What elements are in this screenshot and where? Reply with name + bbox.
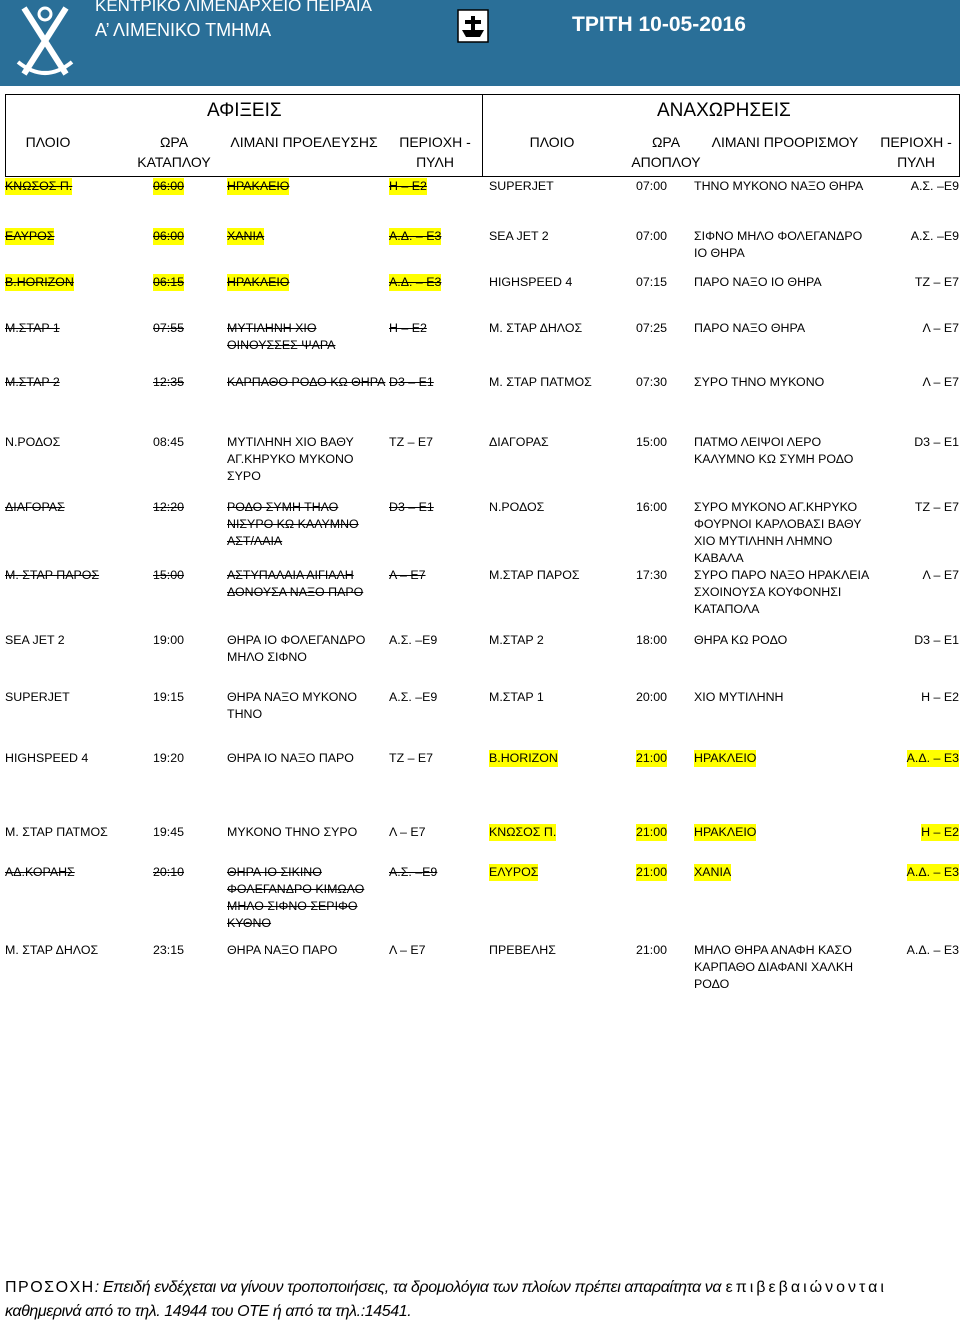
- arr-ship-cell: SEA JET 2: [5, 633, 65, 647]
- arr-port-cell: ΘΗΡΑ ΝΑΞΟ ΠΑΡΟ: [227, 943, 338, 957]
- arr-ship-cell: SUPERJET: [5, 690, 70, 704]
- dep-time-cell: 21:00: [636, 825, 668, 839]
- arr-ship-cell: Μ. ΣΤΑΡ ΔΗΛΟΣ: [5, 943, 99, 957]
- dep-port-cell: ΧΑΝΙΑ: [694, 865, 732, 879]
- arr-port-cell: ΡΟΔΟ ΣΥΜΗ ΤΗΛΟ ΝΙΣΥΡΟ ΚΩ ΚΑΛΥΜΝΟ ΑΣΤ/ΛΑΙΑ: [227, 500, 359, 548]
- arr-gate-cell: Α.Σ. –Ε9: [389, 865, 438, 879]
- ship-emblem-icon: [452, 4, 494, 48]
- footer-notice: [5, 1276, 955, 1324]
- dep-port-cell: ΠΑΡΟ ΝΑΞΟ ΘΗΡΑ: [694, 321, 806, 335]
- dep-gate-cell: Λ – Ε7: [922, 321, 959, 335]
- arr-ship-cell: Ν.ΡΟΔΟΣ: [5, 435, 61, 449]
- arr-port-cell: ΜΥΤΙΛΗΝΗ ΧΙΟ ΒΑΘΥ ΑΓ.ΚΗΡΥΚΟ ΜΥΚΟΝΟ ΣΥΡΟ: [227, 435, 354, 483]
- dep-gate-cell: Α.Δ. – Ε3: [906, 751, 959, 765]
- dep-time-cell: 15:00: [636, 435, 668, 449]
- dep-ship-cell: HIGHSPEED 4: [489, 275, 573, 289]
- arr-port-cell: ΘΗΡΑ ΙΟ ΝΑΞΟ ΠΑΡΟ: [227, 751, 354, 765]
- arr-ship-cell: Μ.ΣΤΑΡ 2: [5, 375, 60, 389]
- dep-ship-cell: Μ. ΣΤΑΡ ΔΗΛΟΣ: [489, 321, 583, 335]
- arr-gate-cell: Α.Δ. – Ε3: [389, 229, 442, 243]
- arr-ship-cell: B.HORIZON: [5, 275, 74, 289]
- dep-ship-cell: SEA JET 2: [489, 229, 549, 243]
- arr-time-cell: 19:00: [153, 633, 185, 647]
- arr-time-cell: 19:20: [153, 751, 185, 765]
- arr-port-cell: ΗΡΑΚΛΕΙΟ: [227, 179, 290, 193]
- dep-gate-cell: Α.Δ. – Ε3: [906, 943, 959, 957]
- dep-ship-cell: ΚΝΩΣΟΣ Π.: [489, 825, 557, 839]
- dep-gate-cell: D3 – Ε1: [914, 435, 959, 449]
- dep-port-cell: ΧΙΟ ΜΥΤΙΛΗΝΗ: [694, 690, 784, 704]
- dep-col-port: ΛΙΜΑΝΙ ΠΡΟΟΡΙΣΜΟΥ: [711, 134, 859, 150]
- arr-time-cell: 08:45: [153, 435, 185, 449]
- arr-port-cell: ΘΗΡΑ ΙΟ ΦΟΛΕΓΑΝΔΡΟ ΜΗΛΟ ΣΙΦΝΟ: [227, 633, 366, 664]
- dep-time-cell: 07:00: [636, 179, 668, 193]
- dep-ship-cell: B.HORIZON: [489, 751, 558, 765]
- dep-time-cell: 21:00: [636, 751, 668, 765]
- arr-time-cell: 12:35: [153, 375, 185, 389]
- dep-port-cell: ΤΗΝΟ ΜΥΚΟΝΟ ΝΑΞΟ ΘΗΡΑ: [694, 179, 864, 193]
- arr-col-port: ΛΙΜΑΝΙ ΠΡΟΕΛΕΥΣΗΣ: [230, 134, 378, 150]
- dep-ship-cell: ΔΙΑΓΟΡΑΣ: [489, 435, 549, 449]
- dep-gate-cell: Η – Ε2: [921, 690, 959, 704]
- arr-ship-cell: ΑΔ.ΚΟΡΑΗΣ: [5, 865, 75, 879]
- arr-col-gate: ΠΕΡΙΟΧΗ - ΠΥΛΗ: [399, 134, 471, 170]
- dep-gate-cell: D3 – Ε1: [914, 633, 959, 647]
- arr-time-cell: 06:15: [153, 275, 185, 289]
- dep-gate-cell: Α.Δ. – Ε3: [906, 865, 959, 879]
- dep-gate-cell: ΤΖ – Ε7: [914, 500, 959, 514]
- arr-gate-cell: Α.Σ. –Ε9: [389, 633, 438, 647]
- notice-text-2: καθημερινά από το τηλ. 14944 του ΟΤΕ ή από τα τηλ.:14541.: [5, 1303, 412, 1320]
- arr-time-cell: 19:45: [153, 825, 185, 839]
- arr-port-cell: ΜΥΚΟΝΟ ΤΗΝΟ ΣΥΡΟ: [227, 825, 358, 839]
- arr-gate-cell: ΤΖ – Ε7: [389, 435, 434, 449]
- header-bottom-border: [5, 176, 960, 177]
- dep-time-cell: 07:00: [636, 229, 668, 243]
- table-center-border: [482, 94, 483, 176]
- dep-time-cell: 07:15: [636, 275, 668, 289]
- arr-ship-cell: Μ.ΣΤΑΡ 1: [5, 321, 60, 335]
- dep-time-cell: 07:25: [636, 321, 668, 335]
- dep-port-cell: ΠΑΡΟ ΝΑΞΟ ΙΟ ΘΗΡΑ: [694, 275, 822, 289]
- dep-time-cell: 16:00: [636, 500, 668, 514]
- dep-port-cell: ΣΥΡΟ ΜΥΚΟΝΟ ΑΓ.ΚΗΡΥΚΟ ΦΟΥΡΝΟΙ ΚΑΡΛΟΒΑΣΙ ΒΑΘΥ ΧΙΟ ΜΥΤΙΛΗΝΗ ΛΗΜΝΟ ΚΑΒΑΛΑ: [694, 500, 862, 565]
- arr-ship-cell: Μ. ΣΤΑΡ ΠΑΤΜΟΣ: [5, 825, 108, 839]
- dep-port-cell: ΣΥΡΟ ΤΗΝΟ ΜΥΚΟΝΟ: [694, 375, 825, 389]
- anchor-icon: [10, 0, 80, 84]
- arr-port-cell: ΧΑΝΙΑ: [227, 229, 265, 243]
- dep-ship-cell: ΠΡΕΒΕΛΗΣ: [489, 943, 556, 957]
- arr-gate-cell: Η – Ε2: [389, 179, 427, 193]
- dep-port-cell: ΣΙΦΝΟ ΜΗΛΟ ΦΟΛΕΓΑΝΔΡΟ ΙΟ ΘΗΡΑ: [694, 229, 863, 260]
- dep-time-cell: 21:00: [636, 865, 668, 879]
- arr-time-cell: 23:15: [153, 943, 185, 957]
- arr-port-cell: ΚΑΡΠΑΘΟ ΡΟΔΟ ΚΩ ΘΗΡΑ: [227, 375, 386, 389]
- dep-port-cell: ΠΑΤΜΟ ΛΕΙΨΟΙ ΛΕΡΟ ΚΑΛΥΜΝΟ ΚΩ ΣΥΜΗ ΡΟΔΟ: [694, 435, 854, 466]
- arr-port-cell: ΗΡΑΚΛΕΙΟ: [227, 275, 290, 289]
- arr-time-cell: 07:55: [153, 321, 185, 335]
- notice-text-1: : Επειδή ενδέχεται να γίνουν τροποποιήσεις, τα δρομολόγια των πλοίων πρέπει απαραίτητα να: [94, 1279, 722, 1296]
- arr-gate-cell: Λ – Ε7: [389, 568, 426, 582]
- arr-ship-cell: Μ. ΣΤΑΡ ΠΑΡΟΣ: [5, 568, 100, 582]
- arr-ship-cell: ΔΙΑΓΟΡΑΣ: [5, 500, 65, 514]
- arr-gate-cell: Η – Ε2: [389, 321, 427, 335]
- notice-label: ΠΡΟΣΟΧΗ: [5, 1279, 95, 1296]
- arr-ship-cell: ΕΛΥΡΟΣ: [5, 229, 55, 243]
- header-title-line2: Α’ ΛΙΜΕΝΙΚΟ ΤΜΗΜΑ: [95, 20, 272, 40]
- dep-time-cell: 17:30: [636, 568, 668, 582]
- arr-col-time: ΩΡΑ ΚΑΤΑΠΛΟΥ: [137, 134, 211, 170]
- dep-gate-cell: ΤΖ – Ε7: [914, 275, 959, 289]
- dep-time-cell: 21:00: [636, 943, 668, 957]
- dep-col-ship: ΠΛΟΙΟ: [529, 134, 575, 150]
- dep-port-cell: ΜΗΛΟ ΘΗΡΑ ΑΝΑΦΗ ΚΑΣΟ ΚΑΡΠΑΘΟ ΔΙΑΦΑΝΙ ΧΑΛΚΗ ΡΟΔΟ: [694, 943, 854, 991]
- arr-time-cell: 06:00: [153, 229, 185, 243]
- arr-time-cell: 19:15: [153, 690, 185, 704]
- header-banner: [0, 0, 960, 86]
- arr-gate-cell: Α.Δ. – Ε3: [389, 275, 442, 289]
- arr-time-cell: 06:00: [153, 179, 185, 193]
- dep-ship-cell: Μ.ΣΤΑΡ ΠΑΡΟΣ: [489, 568, 580, 582]
- dep-time-cell: 20:00: [636, 690, 668, 704]
- dep-gate-cell: Η – Ε2: [921, 825, 959, 839]
- schedule-table: [5, 94, 960, 1194]
- dep-ship-cell: SUPERJET: [489, 179, 554, 193]
- arr-port-cell: ΘΗΡΑ ΝΑΞΟ ΜΥΚΟΝΟ ΤΗΝΟ: [227, 690, 357, 721]
- dep-gate-cell: Λ – Ε7: [922, 568, 959, 582]
- arr-port-cell: ΘΗΡΑ ΙΟ ΣΙΚΙΝΟ ΦΟΛΕΓΑΝΔΡΟ ΚΙΜΩΛΟ ΜΗΛΟ ΣΙΦΝΟ ΣΕΡΙΦΟ ΚΥΘΝΟ: [227, 865, 365, 930]
- arr-gate-cell: Λ – Ε7: [389, 943, 426, 957]
- dep-port-cell: ΗΡΑΚΛΕΙΟ: [694, 751, 757, 765]
- arr-time-cell: 20:10: [153, 865, 185, 879]
- dep-ship-cell: Μ. ΣΤΑΡ ΠΑΤΜΟΣ: [489, 375, 592, 389]
- dep-ship-cell: Μ.ΣΤΑΡ 1: [489, 690, 544, 704]
- header-title-line1: ΚΕΝΤΡΙΚΟ ΛΙΜΕΝΑΡΧΕΙΟ ΠΕΙΡΑΙΑ: [95, 0, 372, 15]
- dep-gate-cell: Α.Σ. –Ε9: [910, 179, 959, 193]
- notice-emphasis: επιβεβαιώνονται: [725, 1279, 887, 1296]
- arrivals-title: ΑΦΙΞΕΙΣ: [207, 100, 282, 121]
- dep-col-time: ΩΡΑ ΑΠΟΠΛΟΥ: [631, 134, 701, 170]
- dep-gate-cell: Α.Σ. –Ε9: [910, 229, 959, 243]
- arr-port-cell: ΑΣΤΥΠΑΛΑΙΑ ΑΙΓΙΑΛΗ ΔΟΝΟΥΣΑ ΝΑΞΟ ΠΑΡΟ: [227, 568, 364, 599]
- arr-ship-cell: ΚΝΩΣΟΣ Π.: [5, 179, 73, 193]
- dep-col-gate: ΠΕΡΙΟΧΗ - ΠΥΛΗ: [880, 134, 952, 170]
- dep-port-cell: ΣΥΡΟ ΠΑΡΟ ΝΑΞΟ ΗΡΑΚΛΕΙΑ ΣΧΟΙΝΟΥΣΑ ΚΟΥΦΟΝΗΣΙ ΚΑΤΑΠΟΛΑ: [694, 568, 869, 616]
- dep-time-cell: 18:00: [636, 633, 668, 647]
- arr-gate-cell: D3 – Ε1: [389, 500, 434, 514]
- dep-ship-cell: Ν.ΡΟΔΟΣ: [489, 500, 545, 514]
- arr-gate-cell: Α.Σ. –Ε9: [389, 690, 438, 704]
- dep-port-cell: ΗΡΑΚΛΕΙΟ: [694, 825, 757, 839]
- arr-time-cell: 12:20: [153, 500, 185, 514]
- dep-ship-cell: Μ.ΣΤΑΡ 2: [489, 633, 544, 647]
- arr-time-cell: 15:00: [153, 568, 185, 582]
- header-date: ΤΡΙΤΗ 10-05-2016: [572, 13, 746, 36]
- departures-title: ΑΝΑΧΩΡΗΣΕΙΣ: [657, 100, 791, 121]
- table-left-border: [5, 94, 6, 176]
- arr-ship-cell: HIGHSPEED 4: [5, 751, 89, 765]
- dep-time-cell: 07:30: [636, 375, 668, 389]
- arr-gate-cell: Λ – Ε7: [389, 825, 426, 839]
- arr-gate-cell: D3 – Ε1: [389, 375, 434, 389]
- arr-col-ship: ΠΛΟΙΟ: [25, 134, 71, 150]
- arr-gate-cell: ΤΖ – Ε7: [389, 751, 434, 765]
- dep-ship-cell: ΕΛΥΡΟΣ: [489, 865, 539, 879]
- dep-gate-cell: Λ – Ε7: [922, 375, 959, 389]
- arr-port-cell: ΜΥΤΙΛΗΝΗ ΧΙΟ ΟΙΝΟΥΣΣΕΣ ΨΑΡΑ: [227, 321, 336, 352]
- dep-port-cell: ΘΗΡΑ ΚΩ ΡΟΔΟ: [694, 633, 788, 647]
